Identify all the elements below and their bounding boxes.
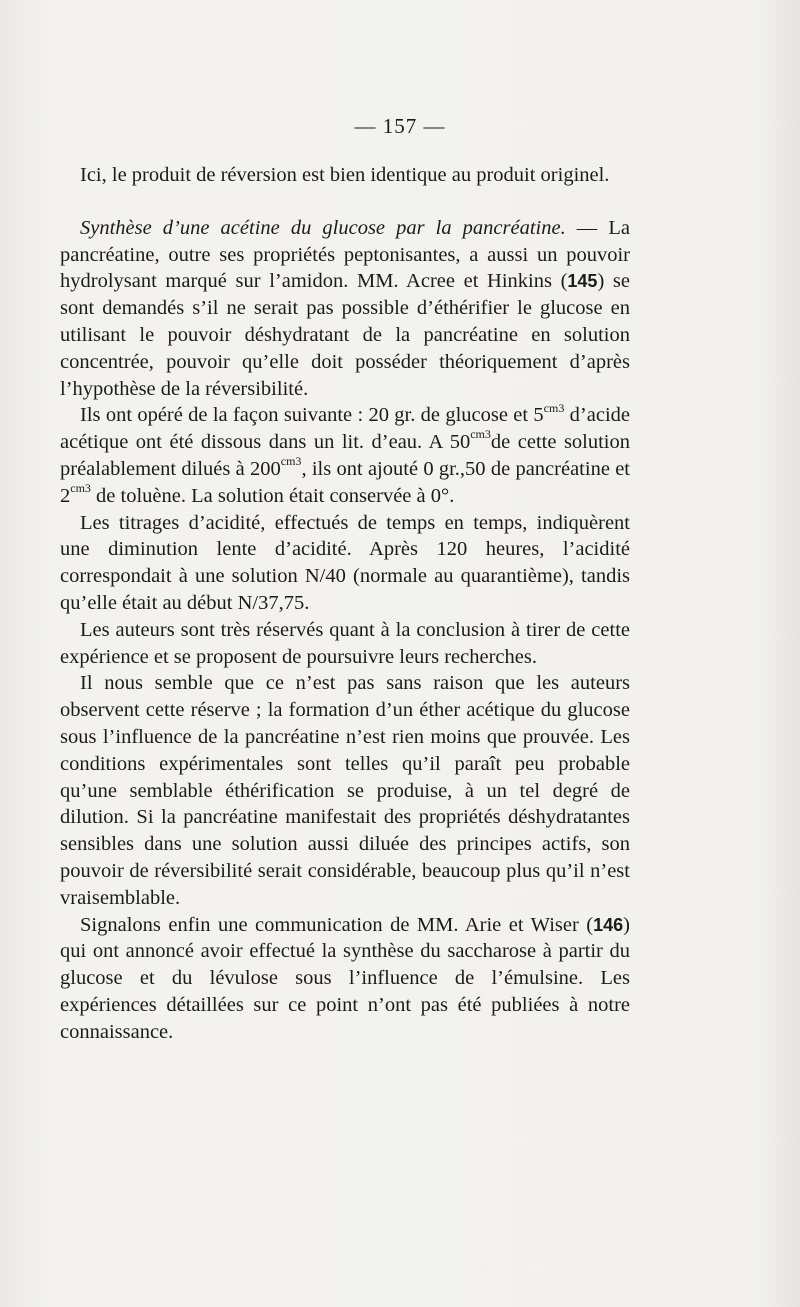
paragraph-4: [60, 510, 630, 617]
paragraph-2-text-b: ) se sont demandés s’il ne serait pas possible d’éthérifier le glucose en utilisant le pouvoir déshydratant de la pancréatine en solution concentrée, pouvoir qu’elle doit posséder théoriquement d’après l’hypothèse de la réversibilité.: [60, 270, 630, 400]
unit-cm3: cm3: [543, 400, 565, 415]
paragraph-2: [60, 215, 630, 403]
title-dash: —: [565, 216, 609, 239]
paragraph-7-text-b: ) qui ont annoncé avoir effectué la synthèse du saccharose à partir du glucose et du lévulose sous l’influence de l’émulsine. Les expériences détaillées sur ce point n’ont pas été publiées à notre connaissance.: [60, 913, 630, 1043]
paragraph-1: [60, 162, 630, 189]
unit-cm3: cm3: [70, 480, 91, 495]
paragraph-3-text-a: Ils ont opéré de la façon suivante : 20 gr. de glucose et 5: [80, 404, 544, 427]
paragraph-7: [60, 912, 630, 1046]
paragraph-3-text-c: de cette solution préalablement dilués à 200: [60, 431, 631, 480]
section-title: Synthèse d’une acétine du glucose par la pancréatine.: [80, 216, 566, 239]
paragraph-5: [60, 617, 630, 671]
paragraph-7-text-a: Signalons enfin une communication de MM. Arie et Wiser (: [80, 913, 594, 936]
paragraph-3-text-e: de toluène. La solution était conservée à 0°.: [90, 484, 455, 507]
unit-cm3: cm3: [470, 427, 491, 442]
reference-146: 146: [593, 914, 624, 935]
paragraph-4-text: Les titrages d’acidité, effectués de temps en temps, indiquèrent une diminution lente d’acidité. Après 120 heures, l’acidité correspondait à une solution N/40 (normale au quarantième), tandis qu’elle était au début N/37,75.: [60, 511, 630, 614]
paragraph-3-text-b: d’acide acétique ont été dissous dans un lit. d’eau. A 50: [60, 404, 630, 454]
unit-cm3: cm3: [280, 454, 302, 469]
paragraph-2-text-a: La pancréatine, outre ses propriétés peptonisantes, a aussi un pouvoir hydrolysant marqué sur l’amidon. MM. Acree et Hinkins (: [60, 216, 630, 293]
body-text: [60, 162, 630, 1046]
paragraph-6-text: Il nous semble que ce n’est pas sans raison que les auteurs observent cette réserve ; la formation d’un éther acétique du glucose sous l’influence de la pancréatine n’est rien moins que prouvée. Les conditions expérimentales sont telles qu’il paraît peu probable qu’une semblable éthérification se produise, à un tel degré de dilution. Si la pancréatine manifestait des propriétés déshydratantes sensibles dans une solution aussi diluée des principes actifs, son pouvoir de réversibilité serait considérable, beaucoup plus qu’il n’est vraisemblable.: [60, 672, 630, 909]
paragraph-5-text: Les auteurs sont très réservés quant à la conclusion à tirer de cette expérience et se proposent de poursuivre leurs recherches.: [60, 618, 630, 668]
page-number: — 157 —: [354, 114, 446, 138]
paragraph-6: [60, 670, 630, 911]
paragraph-3: [60, 402, 630, 509]
paragraph-1-text: Ici, le produit de réversion est bien identique au produit originel.: [80, 164, 610, 186]
paragraph-3-text-d: , ils ont ajouté 0 gr.,50 de pancréatine et 2: [60, 457, 630, 507]
reference-145: 145: [567, 271, 598, 292]
